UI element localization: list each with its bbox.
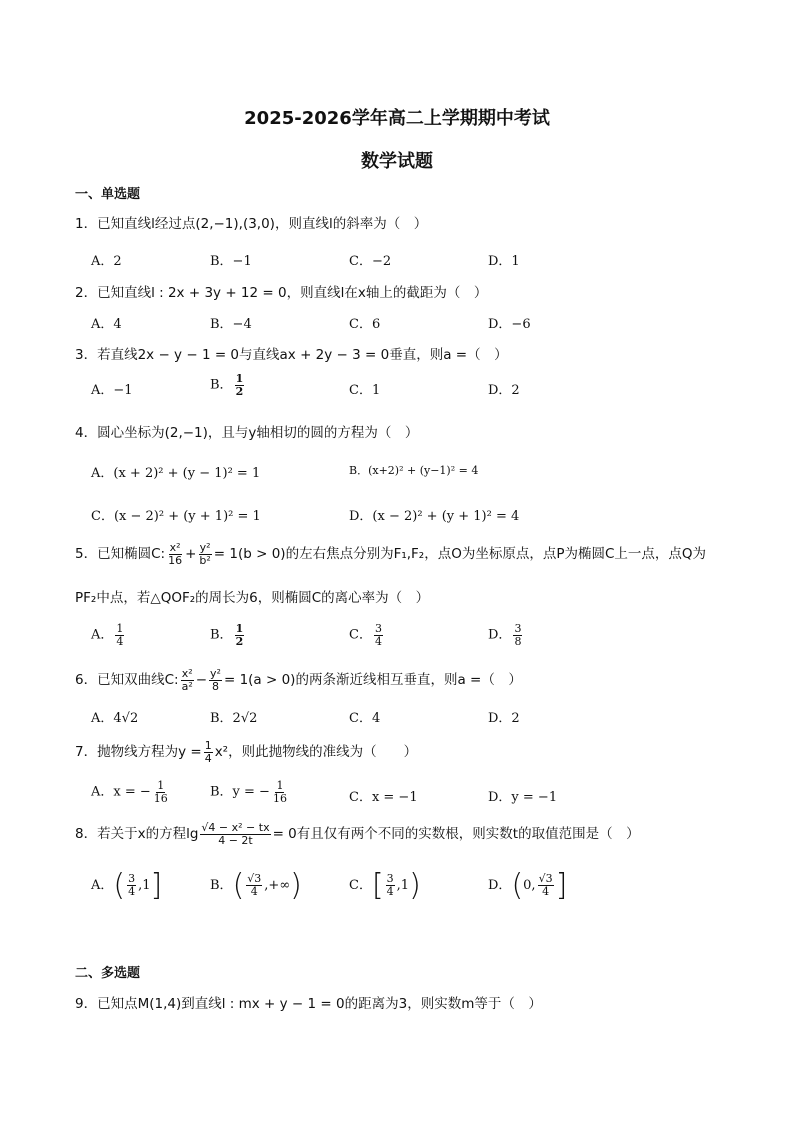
q5-plus: + [185, 546, 197, 563]
q4-option-c: C．(x − 2)² + (y + 1)² = 1 [91, 509, 261, 524]
option-fraction [538, 873, 554, 897]
fraction-numerator: 3 [128, 872, 136, 886]
q7-option-a [91, 780, 171, 804]
section-multiple-choice: 二、多选题 [75, 966, 141, 981]
fraction-numerator: y² [210, 667, 221, 680]
exam-title: 2025-2026学年高二上学期期中考试 [244, 108, 550, 129]
fraction-numerator: 3 [514, 622, 522, 635]
q7-stem-a: 7．抛物线方程为y = [75, 744, 202, 761]
q4-option-b: B．(x+2)² + (y−1)² = 4 [349, 464, 479, 477]
question-5-line2: PF₂中点，若△QOF₂的周长为6，则椭圆C的离心率为（ ） [75, 590, 430, 606]
question-7 [75, 740, 417, 764]
option-label: A．x = − [91, 784, 151, 800]
fraction-denominator: 8 [514, 634, 522, 648]
open-bracket: ( [232, 868, 245, 903]
q5-stem-a: 5．已知椭圆C: [75, 546, 166, 563]
fraction-numerator: 1 [157, 779, 165, 792]
option-fraction [153, 780, 169, 804]
q1-option-a: A．2 [91, 254, 122, 269]
fraction-denominator: 2 [235, 634, 244, 648]
q4-option-d: D．(x − 2)² + (y + 1)² = 4 [349, 509, 520, 524]
fraction-numerator: y² [199, 541, 211, 554]
question-1: 1．已知直线l经过点(2,−1),(3,0)，则直线l的斜率为（ ） [75, 216, 428, 232]
q7-frac1 [204, 740, 213, 764]
open-bracket: ( [113, 868, 126, 903]
q2-option-b: B．−4 [210, 317, 252, 332]
exam-subtitle: 数学试题 [361, 151, 433, 172]
fraction-denominator: 4 − 2t [218, 833, 253, 847]
section-single-choice: 一、单选题 [75, 187, 141, 202]
q3-option-d: D．2 [488, 383, 520, 398]
option-label: C． [349, 627, 372, 643]
q6-option-a: A．4√2 [91, 711, 139, 726]
option-label: B．y = − [210, 784, 270, 800]
q6-stem-a: 6．已知双曲线C: [75, 672, 179, 689]
fraction-denominator: 16 [168, 553, 183, 567]
q7-option-c: C．x = −1 [349, 790, 418, 805]
question-8 [75, 822, 640, 846]
q5-option-b [210, 623, 246, 647]
q5-stem-b: = 1(b > 0)的左右焦点分别为F₁,F₂，点O为坐标原点，点P为椭圆C上一点，点Q为 [213, 546, 707, 563]
option-label: C． [349, 878, 372, 893]
option-fraction [235, 623, 245, 647]
question-2: 2．已知直线l : 2x + 3y + 12 = 0，则直线l在x轴上的截距为（ ） [75, 285, 488, 301]
q5-option-c [349, 623, 385, 647]
option-fraction [374, 623, 383, 647]
q4-option-a: A．(x + 2)² + (y − 1)² = 1 [91, 466, 261, 481]
fraction-denominator: 4 [250, 885, 258, 898]
fraction-numerator: √3 [247, 872, 262, 886]
option-fraction [272, 780, 288, 804]
open-bracket: [ [371, 868, 384, 903]
fraction-numerator: 1 [276, 779, 284, 792]
option-fraction [127, 873, 136, 897]
q3-option-b-label: B． [210, 377, 233, 393]
q3-option-a: A．−1 [91, 383, 133, 398]
q6-frac1 [181, 668, 194, 692]
close-bracket: ) [290, 868, 302, 903]
q6-frac2 [209, 668, 222, 692]
option-label: A． [91, 878, 114, 893]
q5-frac1 [167, 542, 183, 566]
option-fraction [386, 873, 395, 897]
interval-end: ,1 [138, 878, 151, 893]
fraction-denominator: b² [199, 553, 211, 567]
q8-option-d [488, 868, 567, 903]
fraction-denominator: 16 [272, 791, 287, 805]
fraction-numerator: 1 [235, 372, 244, 385]
fraction-numerator: √4 − x² − tx [201, 821, 270, 834]
fraction-numerator: 1 [235, 622, 244, 635]
q3-option-b-fraction [235, 373, 245, 397]
open-bracket: ( [511, 868, 524, 903]
fraction-denominator: a² [181, 679, 193, 693]
fraction-denominator: 2 [235, 384, 244, 398]
q8-frac1 [200, 822, 270, 846]
q6-option-c: C．4 [349, 711, 381, 726]
fraction-denominator: 8 [212, 679, 219, 693]
question-3: 3．若直线2x − y − 1 = 0与直线ax + 2y − 3 = 0垂直，则a =（ ） [75, 347, 508, 363]
q2-option-c: C．6 [349, 317, 381, 332]
q5-option-a [91, 623, 126, 647]
q3-option-b [210, 373, 246, 397]
q1-option-d: D．1 [488, 254, 520, 269]
fraction-denominator: 4 [542, 885, 550, 898]
fraction-numerator: 3 [386, 872, 394, 886]
option-label: D． [488, 878, 512, 893]
option-label: D． [488, 627, 512, 643]
fraction-denominator: 4 [386, 885, 394, 898]
question-9: 9．已知点M(1,4)到直线l : mx + y − 1 = 0的距离为3，则实数m等于（ ） [75, 996, 542, 1012]
interval-end: ,1 [396, 878, 410, 893]
q8-option-a [91, 868, 162, 903]
q6-option-d: D．2 [488, 711, 520, 726]
fraction-numerator: 3 [374, 622, 382, 635]
option-label: B． [210, 627, 233, 643]
q6-stem-b: = 1(a > 0)的两条渐近线相互垂直，则a =（ ） [223, 672, 522, 689]
option-fraction [246, 873, 262, 897]
q7-option-d: D．y = −1 [488, 790, 558, 805]
q2-option-a: A．4 [91, 317, 122, 332]
fraction-denominator: 16 [153, 791, 168, 805]
q8-option-b [210, 868, 302, 903]
fraction-denominator: 4 [116, 634, 124, 648]
q1-option-c: C．−2 [349, 254, 392, 269]
fraction-denominator: 4 [128, 885, 136, 898]
interval-end: ,+∞ [264, 878, 291, 893]
close-bracket: ) [409, 868, 421, 903]
q7-stem-b: x²，则此抛物线的准线为（ ） [214, 744, 418, 761]
option-label: B． [210, 878, 233, 893]
fraction-denominator: 4 [204, 751, 212, 765]
q6-minus: − [195, 672, 208, 689]
option-fraction [115, 623, 124, 647]
q8-option-c [349, 868, 421, 903]
interval-start: 0, [523, 878, 536, 893]
fraction-numerator: x² [169, 541, 181, 554]
q8-stem-a: 8．若关于x的方程lg [75, 826, 199, 843]
option-fraction [513, 623, 522, 647]
q5-frac2 [198, 542, 211, 566]
fraction-numerator: 1 [204, 739, 212, 752]
q8-stem-b: = 0有且仅有两个不同的实数根，则实数t的取值范围是（ ） [272, 826, 640, 843]
q7-option-b [210, 780, 290, 804]
option-label: A． [91, 627, 114, 643]
close-bracket: ] [150, 868, 163, 903]
q1-option-b: B．−1 [210, 254, 252, 269]
q3-option-c: C．1 [349, 383, 381, 398]
q2-option-d: D．−6 [488, 317, 531, 332]
question-4: 4．圆心坐标为(2,−1)，且与y轴相切的圆的方程为（ ） [75, 425, 419, 441]
close-bracket: ] [555, 868, 568, 903]
fraction-denominator: 4 [374, 634, 382, 648]
fraction-numerator: 1 [116, 622, 124, 635]
question-6 [75, 668, 522, 692]
fraction-numerator: x² [181, 667, 193, 680]
q6-option-b: B．2√2 [210, 711, 258, 726]
q5-option-d [488, 623, 524, 647]
fraction-numerator: √3 [538, 872, 553, 886]
question-5 [75, 542, 706, 566]
